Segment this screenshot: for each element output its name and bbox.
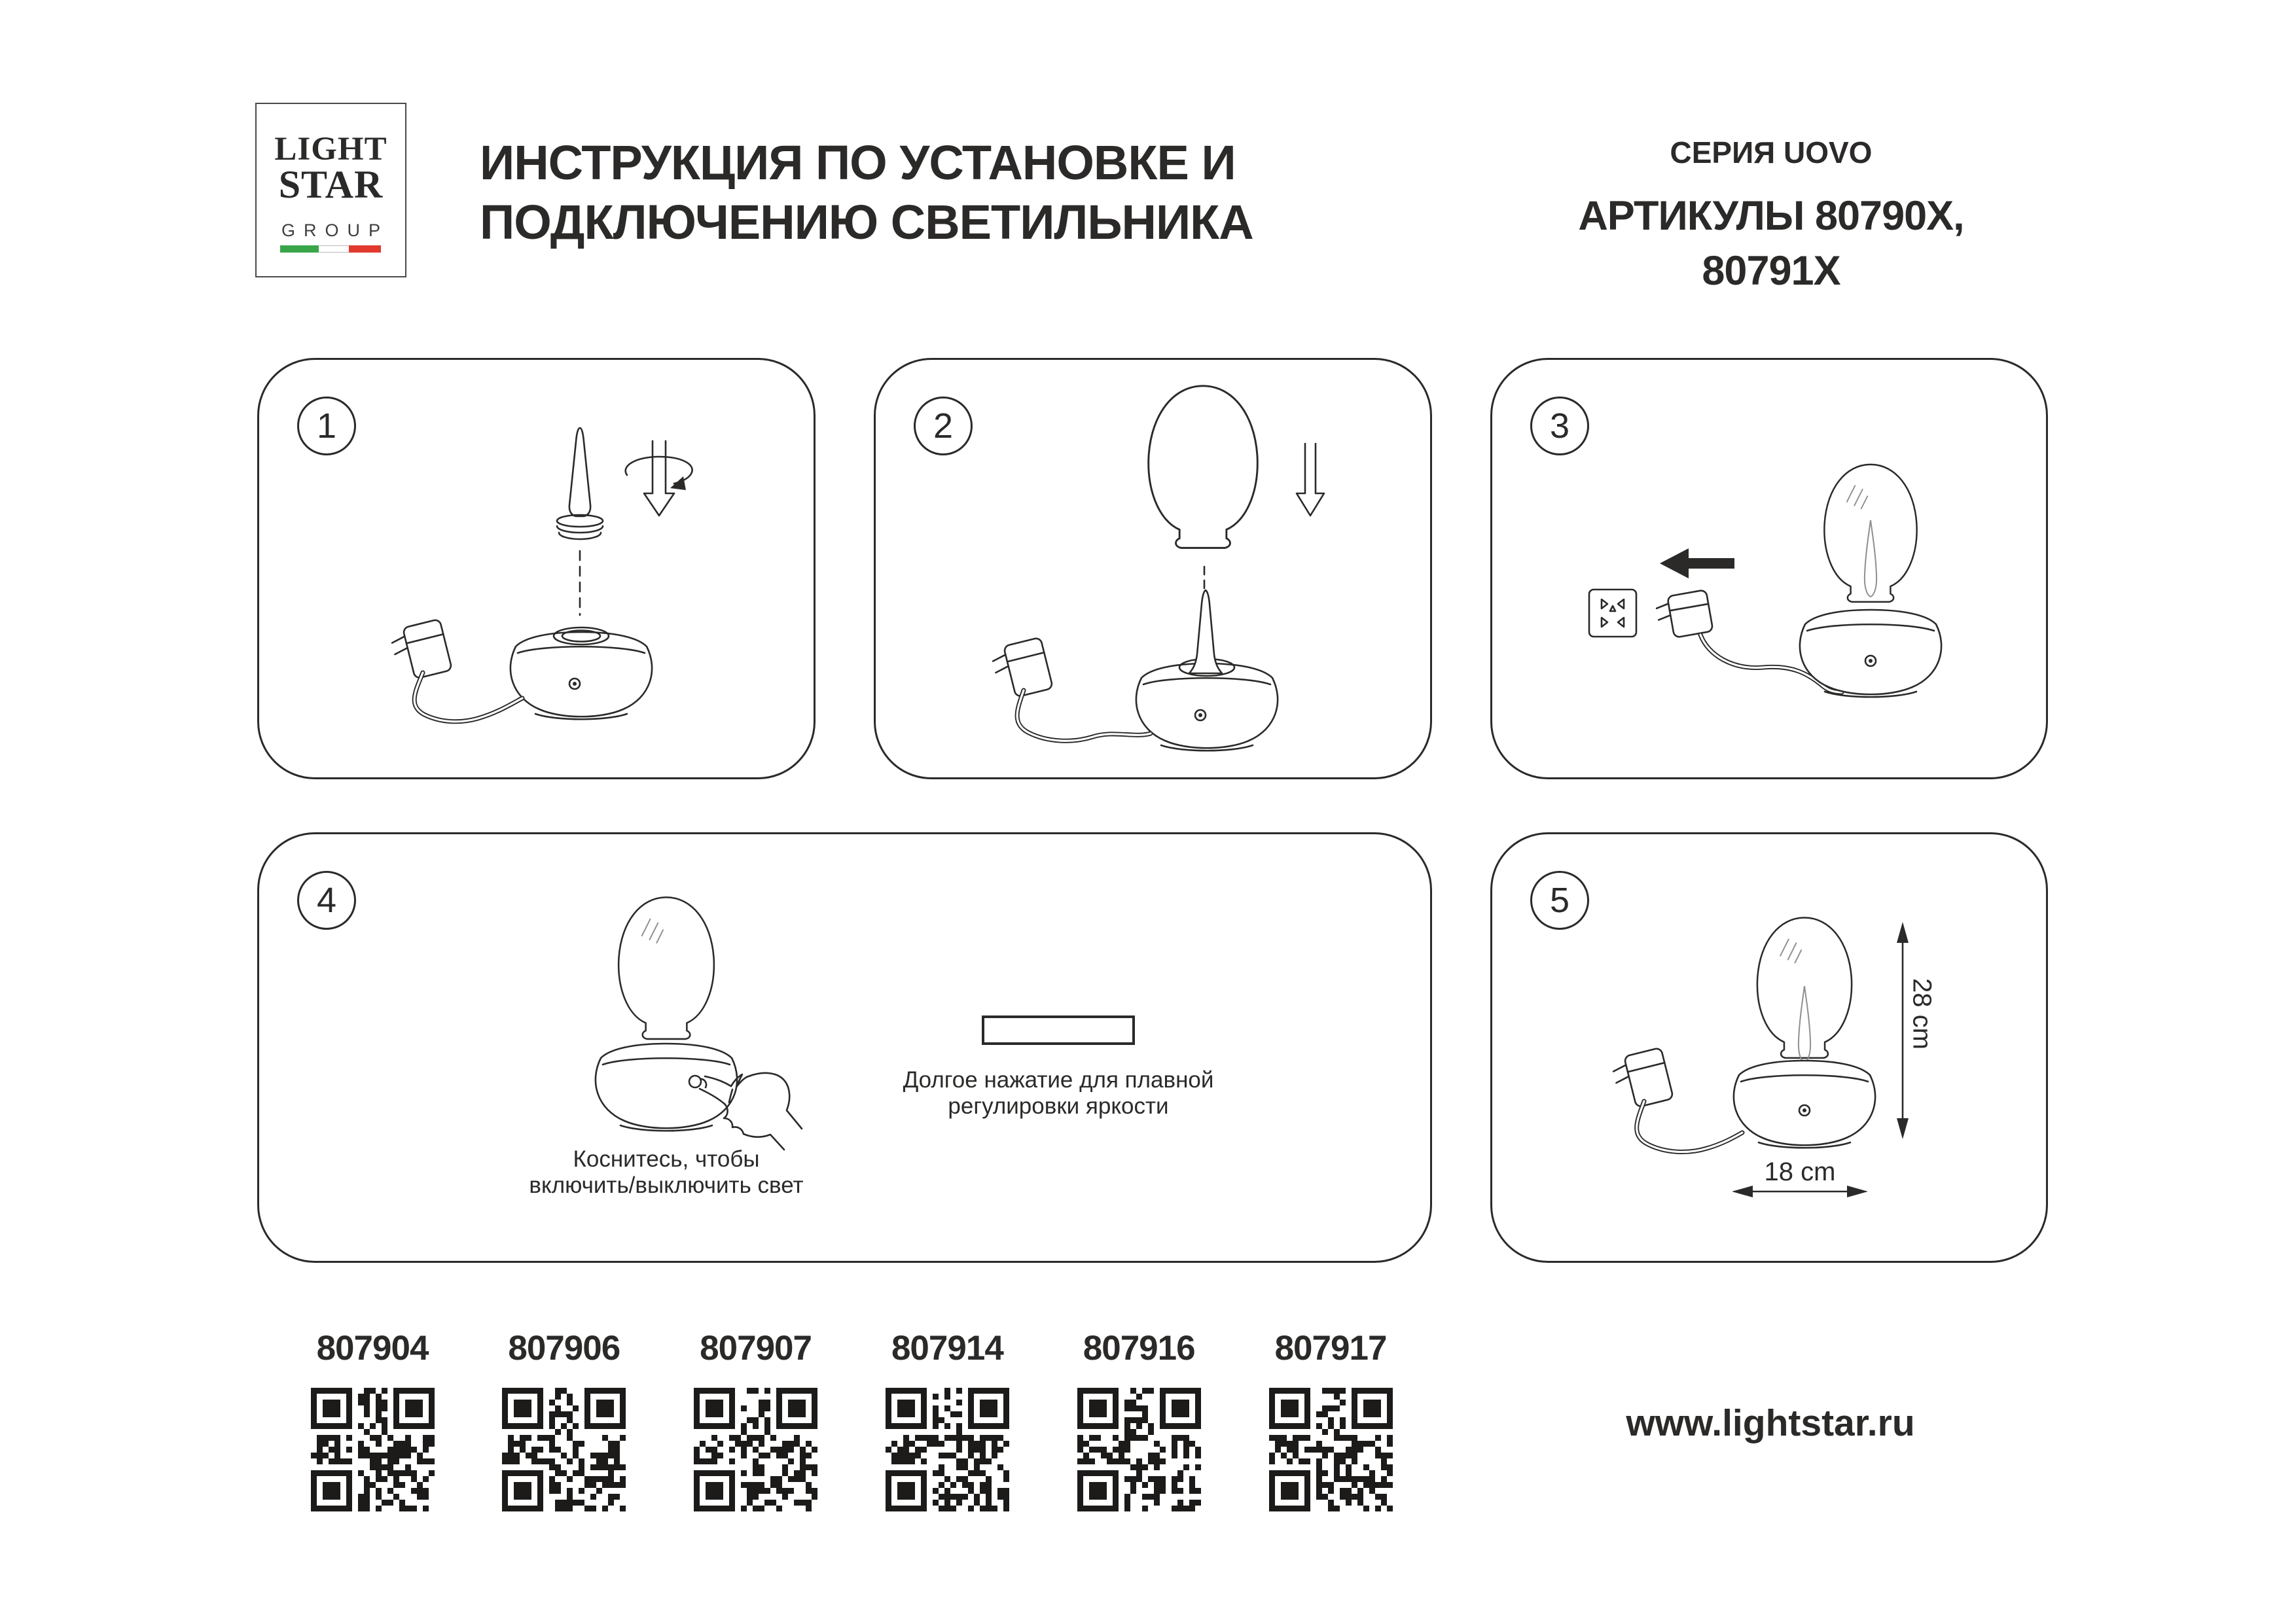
lamp-base-icon (1800, 610, 1941, 697)
dimensions-diagram (1492, 834, 2046, 1261)
series-header (1509, 135, 2033, 298)
down-arrow-icon (1297, 444, 1324, 516)
plug-in-diagram (1492, 360, 2046, 777)
qr-code (277, 1388, 468, 1515)
qr-code (1043, 1388, 1234, 1515)
glass-shade-icon (619, 897, 714, 1039)
series-label: СЕРИЯ UOVO (1670, 135, 1873, 169)
page-title (480, 133, 1265, 252)
article-item (1043, 1328, 1234, 1515)
glass-shade-icon (1824, 465, 1916, 602)
width-dimension-label: 18 cm (1764, 1157, 1836, 1186)
lamp-base-icon (596, 1044, 737, 1131)
article-number: 807906 (508, 1329, 620, 1368)
step-number-badge: 4 (297, 871, 356, 930)
power-adapter-icon (990, 637, 1151, 741)
italian-flag-icon (280, 245, 381, 253)
flag-green-stripe (280, 245, 319, 253)
step-number-badge: 3 (1530, 397, 1589, 455)
article-number: 807916 (1083, 1329, 1195, 1368)
step-panel-1 (257, 358, 816, 779)
step-panel-4 (257, 832, 1432, 1263)
step-panel-5 (1490, 832, 2048, 1263)
glass-spike-icon (557, 428, 603, 539)
qr-code (1235, 1388, 1426, 1515)
article-item (1235, 1328, 1426, 1515)
step-number-badge: 5 (1530, 871, 1589, 930)
logo-word-light: LIGHT (274, 131, 387, 168)
website-url: www.lightstar.ru (1626, 1402, 1915, 1444)
step-panel-3 (1490, 358, 2048, 779)
wall-socket-icon (1589, 590, 1636, 637)
lightstar-logo (255, 103, 406, 277)
power-adapter-icon (1611, 1048, 1742, 1152)
article-item (660, 1328, 852, 1515)
articles-line2: 80791X (1702, 248, 1840, 294)
logo-word-group: GROUP (281, 221, 389, 240)
height-dimension-label: 28 cm (1907, 978, 1937, 1050)
assemble-spike-diagram (259, 360, 814, 777)
article-item (277, 1328, 468, 1515)
step-number-badge: 2 (914, 397, 973, 455)
screw-down-arrow-icon (626, 441, 692, 516)
touch-caption: Коснитесь, чтобы включить/выключить свет (529, 1146, 804, 1198)
article-item (852, 1328, 1043, 1515)
flag-white-stripe (319, 245, 349, 253)
glass-shade-icon (1149, 386, 1258, 548)
mount-shade-diagram (876, 360, 1430, 777)
logo-word-star: STAR (278, 163, 384, 206)
qr-code (660, 1388, 852, 1515)
page-title-line2: ПОДКЛЮЧЕНИЮ СВЕТИЛЬНИКА (480, 195, 1253, 249)
glass-spike-icon (1189, 590, 1222, 673)
article-number: 807917 (1274, 1329, 1387, 1368)
page-title-line1: ИНСТРУКЦИЯ ПО УСТАНОВКЕ И (480, 135, 1236, 190)
article-number: 807907 (700, 1329, 812, 1368)
step-panel-2 (874, 358, 1432, 779)
hold-caption: Долгое нажатие для плавной регулировки яркости (903, 1067, 1214, 1119)
touch-button-rectangle (982, 1015, 1135, 1045)
article-item (469, 1328, 660, 1515)
qr-code (469, 1388, 660, 1515)
left-arrow-icon (1660, 548, 1734, 578)
article-number: 807904 (316, 1329, 429, 1368)
article-number: 807914 (891, 1329, 1003, 1368)
power-adapter-icon (389, 619, 522, 722)
articles-row (0, 1328, 1624, 1544)
flag-red-stripe (349, 245, 381, 253)
lamp-base-icon (1734, 1061, 1875, 1148)
lamp-base-icon (511, 627, 652, 719)
articles-line1: АРТИКУЛЫ 80790X, (1578, 193, 1964, 239)
touch-control-diagram (259, 834, 1430, 1261)
dimension-arrow-horizontal (1732, 1186, 1868, 1197)
qr-code (852, 1388, 1043, 1515)
step-number-badge: 1 (297, 397, 356, 455)
articles-label (1509, 188, 2033, 298)
